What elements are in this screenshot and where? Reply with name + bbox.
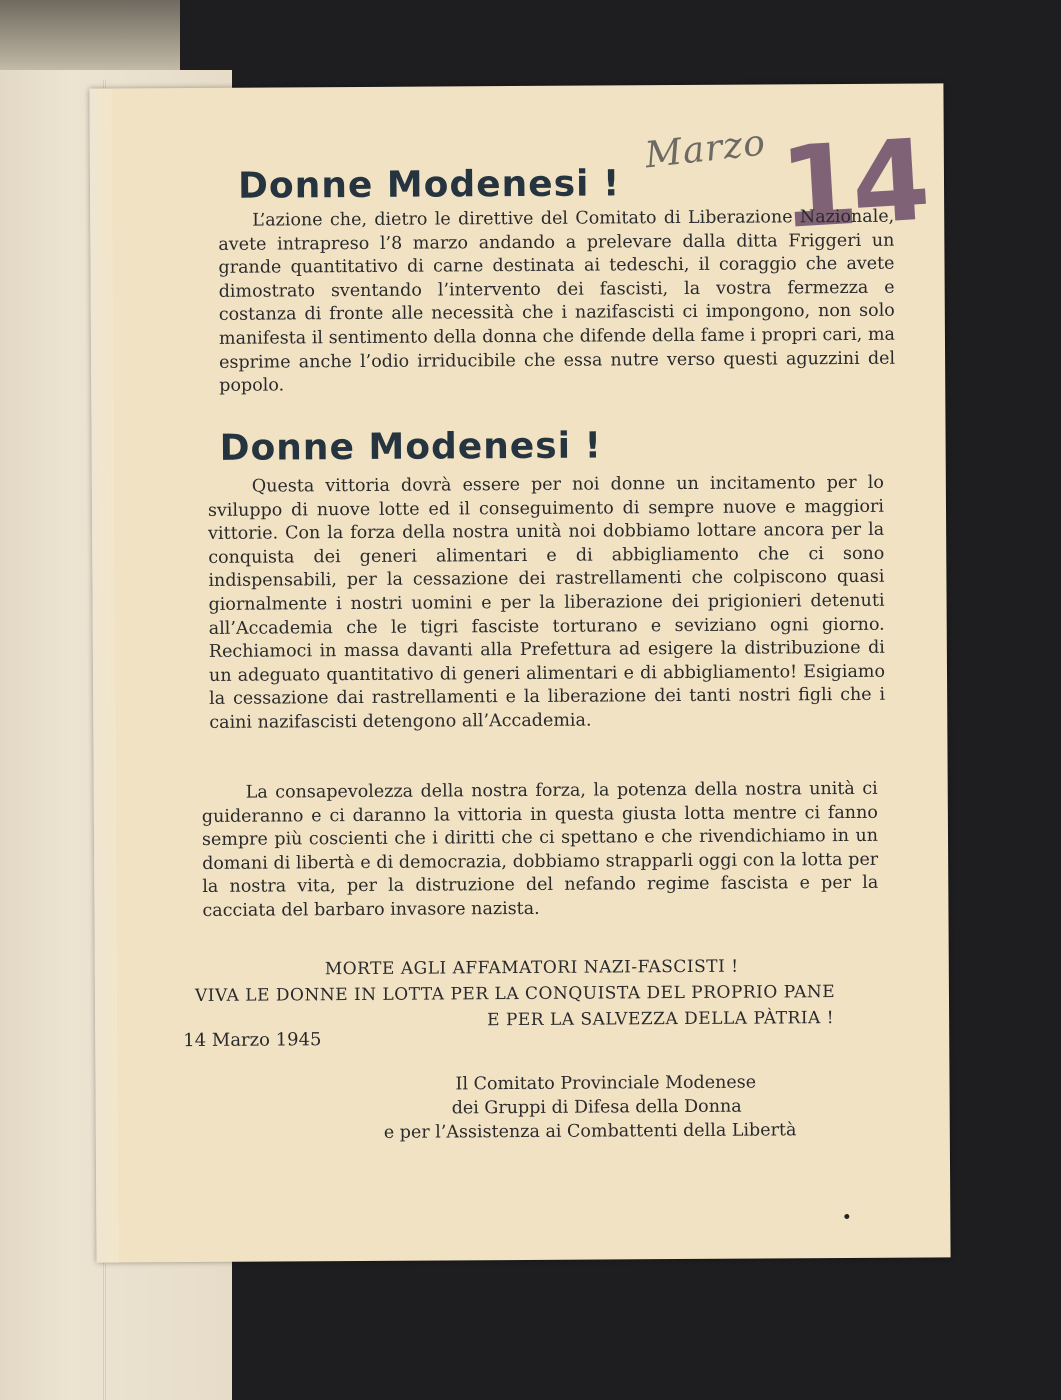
heading-first: Donne Modenesi ! [237,163,621,207]
signature-line: e per l’Assistenza ai Combattenti della Libertà [383,1120,797,1143]
ink-dot [844,1214,849,1219]
slogan-viva: VIVA LE DONNE IN LOTTA PER LA CONQUISTA DEL PROPRIO PANE [194,982,836,1006]
paragraph-intro: L’azione che, dietro le direttive del Comitato di Liberazione Nazionale, avete intrapreso l’8 marzo andando a prelevare dalla ditta Friggeri un grande quantitativo di carne destinata ai tedeschi, il coraggio che avete dimostrato sventando l’intervento dei fascisti, la vostra fermezza e costanza di fronte alle necessità che i nazifascisti ci impongono, non solo manifesta il sentimento della donna che difende della fame i propri cari, ma esprime anche l’odio irriducibile che essa nutre verso questi aguzzini del popolo. [218,206,896,396]
stamp-number: 14 [776,115,928,255]
paragraph-awareness: La consapevolezza della nostra forza, la potenza della nostra unità ci guideranno e ci daranno la vittoria in questa giusta lotta mentre ci fanno sempre più coscienti che i diritti che ci spettano e che rivendichiamo in un domani di libertà e di democrazia, dobbiamo strapparli oggi con la lotta per la nostra vita, per la distruzione del nefando regime fascista e per la cacciata del barbaro invasore nazista. [201,778,879,921]
signature-line: dei Gruppi di Difesa della Donna [451,1096,742,1119]
signature-block [383,1070,796,1145]
slogan-death: MORTE AGLI AFFAMATORI NAZI-FASCISTI ! [324,956,739,980]
paragraph-victory: Questa vittoria dovrà essere per noi donne un incitamento per lo sviluppo di nuove lotte ed il conseguimento di sempre nuove e maggiori vittorie. Con la forza della nostra unità noi dobbiamo lottare ancora per la conquista dei generi alimentari e di abbigliamento che ci sono indispensabili, per la cessazione dei rastrellamenti che colpiscono quasi giornalmente i nostri uomini e per la liberazione dei prigionieri detenuti all’Accademia che le tigri fasciste torturano e seviziano ogni giorno. Rechiamoci in massa davanti alla Prefettura ad esigere la distribuzione di un adeguato quantitativo di generi alimentari e di abbigliamento! Esigiamo la cessazione dai rastrellamenti e la liberazione dei tanti nostri figli che i caini nazifascisti detengono all’Accademia. [207,472,886,733]
document-date: 14 Marzo 1945 [183,1029,322,1052]
binding-edge [0,0,180,80]
slogan-patria: E PER LA SALVEZZA DELLA PÀTRIA ! [487,1008,835,1031]
leaflet-sheet [89,83,950,1262]
heading-second: Donne Modenesi ! [219,425,603,469]
handwritten-note: Marzo [642,122,768,177]
signature-line: Il Comitato Provinciale Modenese [455,1072,757,1095]
